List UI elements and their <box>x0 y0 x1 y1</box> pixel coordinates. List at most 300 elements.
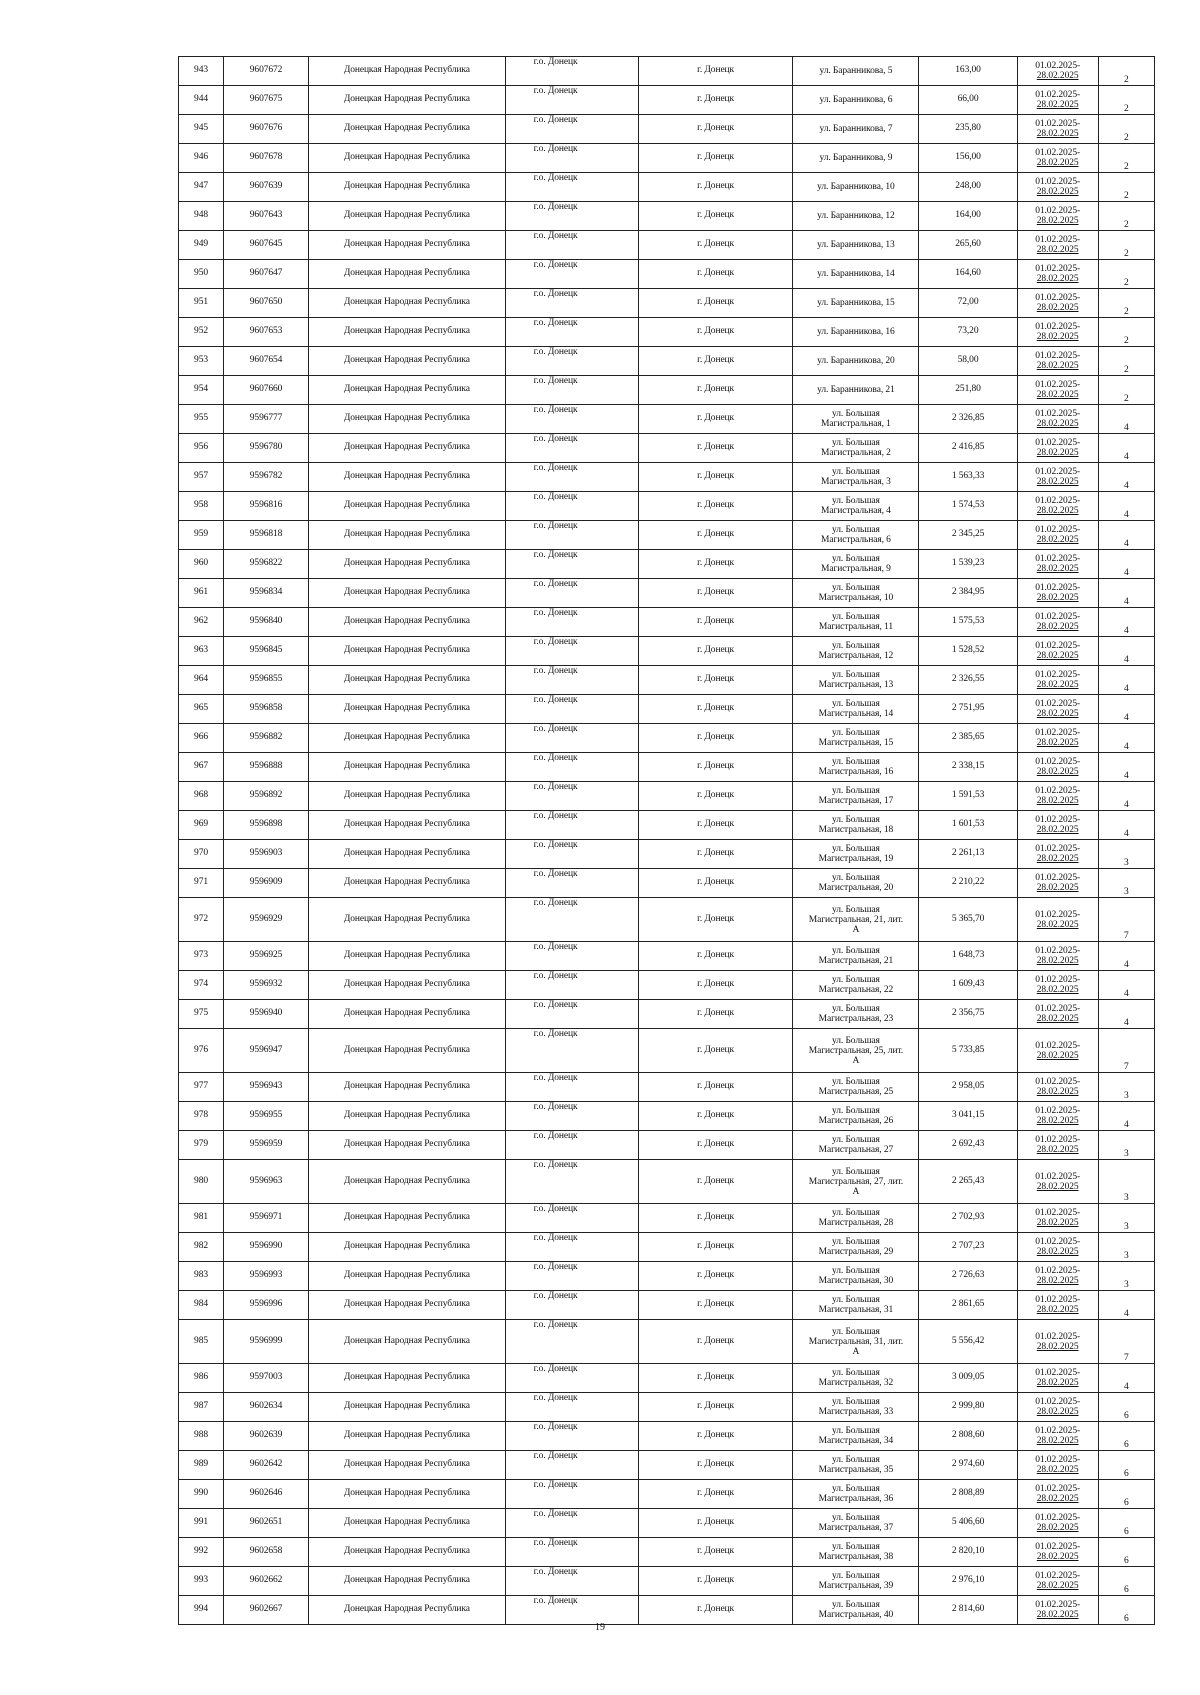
area-cell <box>919 1233 1017 1262</box>
address-line: ул. Большая <box>832 1077 880 1087</box>
address-cell <box>793 86 919 115</box>
object-code-cell <box>224 231 309 260</box>
city-name: г. Донецк <box>697 703 735 714</box>
row-number-cell <box>179 942 224 971</box>
count-cell <box>1098 637 1154 666</box>
object-code: 9596840 <box>249 616 283 627</box>
table-row <box>179 1538 1155 1567</box>
region-name: Донецкая Народная Республика <box>343 1488 470 1499</box>
object-code: 9596777 <box>249 413 283 424</box>
region-cell <box>309 695 506 724</box>
count-cell <box>1098 942 1154 971</box>
area-cell <box>919 434 1017 463</box>
row-number-cell <box>179 1204 224 1233</box>
area-value: 1 563,33 <box>951 471 985 482</box>
area-value: 1 528,52 <box>951 645 985 656</box>
row-number-cell <box>179 782 224 811</box>
period-end: 28.02.2025 <box>1036 1407 1079 1417</box>
period-end: 28.02.2025 <box>1036 919 1079 930</box>
region-cell <box>309 782 506 811</box>
period-end: 28.02.2025 <box>1036 622 1079 632</box>
count-cell <box>1098 1131 1154 1160</box>
area-cell <box>919 347 1017 376</box>
object-code-cell <box>224 1073 309 1102</box>
address-line: Магистральная, 36 <box>818 1494 894 1504</box>
table-row <box>179 521 1155 550</box>
address-line: Магистральная, 13 <box>818 680 894 690</box>
district-cell <box>505 434 638 463</box>
city-cell <box>638 1233 793 1262</box>
area-cell <box>919 1364 1017 1393</box>
region-name: Донецкая Народная Республика <box>343 268 470 279</box>
period-cell <box>1017 115 1098 144</box>
object-code: 9596947 <box>249 1044 283 1055</box>
table-row <box>179 1102 1155 1131</box>
period-end: 28.02.2025 <box>1036 709 1079 719</box>
region-name: Донецкая Народная Республика <box>343 1270 470 1281</box>
address-line: ул. Большая <box>832 1455 880 1465</box>
city-name: г. Донецк <box>697 819 735 830</box>
city-cell <box>638 231 793 260</box>
area-value: 2 820,10 <box>951 1546 985 1557</box>
region-name: Донецкая Народная Республика <box>343 1139 470 1150</box>
address-cell <box>793 811 919 840</box>
area-cell <box>919 1480 1017 1509</box>
district-cell <box>505 782 638 811</box>
address-line: Магистральная, 25 <box>818 1087 894 1097</box>
area-value: 235,80 <box>955 123 981 134</box>
address-line: А <box>852 1186 860 1197</box>
district-name: г.о. Донецк <box>533 318 578 328</box>
region-cell <box>309 550 506 579</box>
row-number: 994 <box>194 1604 208 1615</box>
count-cell <box>1098 1422 1154 1451</box>
city-cell <box>638 695 793 724</box>
object-code: 9607650 <box>249 297 283 308</box>
region-cell <box>309 1262 506 1291</box>
area-cell <box>919 202 1017 231</box>
count-value: 4 <box>1123 1381 1129 1392</box>
row-number: 981 <box>194 1212 208 1223</box>
city-cell <box>638 115 793 144</box>
row-number-cell <box>179 869 224 898</box>
area-cell <box>919 1073 1017 1102</box>
address-line: ул. Баранникова, 12 <box>817 211 895 221</box>
district-cell <box>505 971 638 1000</box>
address-line: ул. Большая <box>832 1135 880 1145</box>
area-cell <box>919 1000 1017 1029</box>
row-number-cell <box>179 202 224 231</box>
address-cell <box>793 1262 919 1291</box>
period-cell <box>1017 1567 1098 1596</box>
address-line: Магистральная, 32 <box>818 1378 894 1388</box>
address-line: Магистральная, 25, лит. <box>808 1045 904 1056</box>
area-cell <box>919 1320 1017 1364</box>
address-cell <box>793 1538 919 1567</box>
row-number-cell <box>179 1233 224 1262</box>
object-code-cell <box>224 1596 309 1625</box>
district-cell <box>505 1160 638 1204</box>
district-name: г.о. Донецк <box>533 57 578 67</box>
area-value: 164,60 <box>955 268 981 279</box>
period-start: 01.02.2025- <box>1035 1077 1081 1087</box>
table-row <box>179 115 1155 144</box>
district-name: г.о. Донецк <box>533 1000 578 1010</box>
region-cell <box>309 811 506 840</box>
period-cell <box>1017 405 1098 434</box>
row-number: 989 <box>194 1459 208 1470</box>
district-name: г.о. Донецк <box>533 840 578 850</box>
district-cell <box>505 144 638 173</box>
district-name: г.о. Донецк <box>533 1160 578 1170</box>
address-line: ул. Большая <box>832 728 880 738</box>
count-value: 6 <box>1123 1439 1129 1450</box>
object-code-cell <box>224 1160 309 1204</box>
district-cell <box>505 1393 638 1422</box>
period-cell <box>1017 376 1098 405</box>
address-cell <box>793 550 919 579</box>
object-code: 9596780 <box>249 442 283 453</box>
area-value: 2 702,93 <box>951 1212 985 1223</box>
address-line: ул. Большая <box>832 844 880 854</box>
region-name: Донецкая Народная Республика <box>343 558 470 569</box>
row-number-cell <box>179 1320 224 1364</box>
row-number-cell <box>179 376 224 405</box>
period-start: 01.02.2025- <box>1035 380 1081 390</box>
count-value: 3 <box>1123 886 1129 897</box>
district-name: г.о. Донецк <box>533 463 578 473</box>
page-number: 19 <box>595 1622 605 1633</box>
object-code: 9596999 <box>249 1335 283 1346</box>
object-code-cell <box>224 434 309 463</box>
period-start: 01.02.2025- <box>1035 1135 1081 1145</box>
count-value: 7 <box>1123 1061 1129 1072</box>
count-cell <box>1098 289 1154 318</box>
city-cell <box>638 942 793 971</box>
district-cell <box>505 463 638 492</box>
address-cell <box>793 144 919 173</box>
address-line: ул. Большая <box>832 467 880 477</box>
table-row <box>179 1000 1155 1029</box>
period-start: 01.02.2025- <box>1035 909 1081 920</box>
row-number: 961 <box>194 587 208 598</box>
object-code: 9602651 <box>249 1517 283 1528</box>
period-start: 01.02.2025- <box>1035 293 1081 303</box>
count-cell <box>1098 782 1154 811</box>
address-cell <box>793 318 919 347</box>
row-number: 954 <box>194 384 208 395</box>
count-value: 4 <box>1123 596 1129 607</box>
object-code-cell <box>224 289 309 318</box>
area-value: 2 261,13 <box>951 848 985 859</box>
area-cell <box>919 724 1017 753</box>
city-name: г. Донецк <box>697 616 735 627</box>
count-cell <box>1098 1000 1154 1029</box>
count-cell <box>1098 1204 1154 1233</box>
address-line: ул. Большая <box>832 757 880 767</box>
address-line: Магистральная, 40 <box>818 1610 894 1620</box>
district-name: г.о. Донецк <box>533 231 578 241</box>
city-name: г. Донецк <box>697 297 735 308</box>
count-value: 6 <box>1123 1613 1129 1624</box>
count-value: 4 <box>1123 654 1129 665</box>
area-value: 5 365,70 <box>951 913 985 924</box>
city-name: г. Донецк <box>697 471 735 482</box>
area-value: 1 609,43 <box>951 979 985 990</box>
count-cell <box>1098 811 1154 840</box>
period-end: 28.02.2025 <box>1036 1378 1079 1388</box>
row-number: 967 <box>194 761 208 772</box>
region-cell <box>309 463 506 492</box>
district-cell <box>505 492 638 521</box>
row-number-cell <box>179 173 224 202</box>
period-cell <box>1017 1393 1098 1422</box>
area-cell <box>919 608 1017 637</box>
object-code-cell <box>224 1422 309 1451</box>
row-number: 976 <box>194 1044 208 1055</box>
area-value: 73,20 <box>957 326 979 337</box>
period-end: 28.02.2025 <box>1036 825 1079 835</box>
city-name: г. Донецк <box>697 181 735 192</box>
object-code: 9597003 <box>249 1372 283 1383</box>
region-cell <box>309 86 506 115</box>
city-name: г. Донецк <box>697 529 735 540</box>
area-cell <box>919 289 1017 318</box>
row-number-cell <box>179 260 224 289</box>
city-cell <box>638 782 793 811</box>
period-start: 01.02.2025- <box>1035 612 1081 622</box>
period-end: 28.02.2025 <box>1036 767 1079 777</box>
address-line: Магистральная, 17 <box>818 796 894 806</box>
row-number-cell <box>179 1364 224 1393</box>
address-line: ул. Большая <box>832 815 880 825</box>
region-cell <box>309 376 506 405</box>
period-end: 28.02.2025 <box>1036 680 1079 690</box>
address-line: ул. Большая <box>832 1208 880 1218</box>
period-end: 28.02.2025 <box>1036 1181 1079 1192</box>
city-name: г. Донецк <box>697 1488 735 1499</box>
district-name: г.о. Донецк <box>533 1320 578 1330</box>
row-number-cell <box>179 1029 224 1073</box>
period-end: 28.02.2025 <box>1036 593 1079 603</box>
area-value: 248,00 <box>955 181 981 192</box>
period-end: 28.02.2025 <box>1036 187 1079 197</box>
period-cell <box>1017 1102 1098 1131</box>
region-cell <box>309 1451 506 1480</box>
period-cell <box>1017 1073 1098 1102</box>
region-name: Донецкая Народная Республика <box>343 732 470 743</box>
count-value: 4 <box>1123 828 1129 839</box>
address-cell <box>793 1000 919 1029</box>
count-cell <box>1098 1073 1154 1102</box>
period-cell <box>1017 347 1098 376</box>
row-number-cell <box>179 1509 224 1538</box>
period-end: 28.02.2025 <box>1036 854 1079 864</box>
count-value: 3 <box>1123 1279 1129 1290</box>
count-cell <box>1098 1480 1154 1509</box>
address-line: ул. Большая <box>832 1266 880 1276</box>
area-value: 3 041,15 <box>951 1110 985 1121</box>
table-row <box>179 942 1155 971</box>
table-row <box>179 753 1155 782</box>
city-cell <box>638 289 793 318</box>
district-cell <box>505 579 638 608</box>
period-end: 28.02.2025 <box>1036 564 1079 574</box>
period-cell <box>1017 231 1098 260</box>
address-line: ул. Большая <box>832 641 880 651</box>
count-cell <box>1098 1538 1154 1567</box>
region-name: Донецкая Народная Республика <box>343 913 470 924</box>
address-cell <box>793 1131 919 1160</box>
period-end: 28.02.2025 <box>1036 1552 1079 1562</box>
region-name: Донецкая Народная Республика <box>343 326 470 337</box>
row-number-cell <box>179 1422 224 1451</box>
address-cell <box>793 1422 919 1451</box>
table-row <box>179 318 1155 347</box>
object-code: 9596996 <box>249 1299 283 1310</box>
object-code: 9596782 <box>249 471 283 482</box>
count-cell <box>1098 1233 1154 1262</box>
count-value: 3 <box>1123 1221 1129 1232</box>
region-name: Донецкая Народная Республика <box>343 1517 470 1528</box>
district-cell <box>505 898 638 942</box>
area-value: 2 326,85 <box>951 413 985 424</box>
city-cell <box>638 608 793 637</box>
region-cell <box>309 1160 506 1204</box>
period-end: 28.02.2025 <box>1036 956 1079 966</box>
area-value: 58,00 <box>957 355 979 366</box>
count-value: 3 <box>1123 1250 1129 1261</box>
table-row <box>179 811 1155 840</box>
city-name: г. Донецк <box>697 1430 735 1441</box>
city-name: г. Донецк <box>697 442 735 453</box>
period-start: 01.02.2025- <box>1035 206 1081 216</box>
district-cell <box>505 942 638 971</box>
object-code: 9602662 <box>249 1575 283 1586</box>
object-code: 9596834 <box>249 587 283 598</box>
area-value: 1 591,53 <box>951 790 985 801</box>
area-value: 5 556,42 <box>951 1335 985 1346</box>
district-cell <box>505 1204 638 1233</box>
object-code: 9596940 <box>249 1008 283 1019</box>
district-name: г.о. Донецк <box>533 1102 578 1112</box>
row-number-cell <box>179 724 224 753</box>
row-number-cell <box>179 840 224 869</box>
region-cell <box>309 1596 506 1625</box>
address-line: ул. Большая <box>832 1513 880 1523</box>
table-row <box>179 1160 1155 1204</box>
address-cell <box>793 840 919 869</box>
table-row <box>179 405 1155 434</box>
address-cell <box>793 1233 919 1262</box>
object-code-cell <box>224 1029 309 1073</box>
count-value: 4 <box>1123 712 1129 723</box>
table-row <box>179 1262 1155 1291</box>
district-name: г.о. Донецк <box>533 1422 578 1432</box>
region-cell <box>309 1509 506 1538</box>
period-start: 01.02.2025- <box>1035 844 1081 854</box>
city-name: г. Донецк <box>697 1139 735 1150</box>
region-name: Донецкая Народная Республика <box>343 471 470 482</box>
count-value: 4 <box>1123 1119 1129 1130</box>
address-line: ул. Большая <box>832 1426 880 1436</box>
row-number-cell <box>179 811 224 840</box>
period-cell <box>1017 144 1098 173</box>
region-cell <box>309 942 506 971</box>
address-line: Магистральная, 27 <box>818 1145 894 1155</box>
period-cell <box>1017 463 1098 492</box>
table-row <box>179 376 1155 405</box>
period-start: 01.02.2025- <box>1035 467 1081 477</box>
period-end: 28.02.2025 <box>1036 985 1079 995</box>
object-code: 9596845 <box>249 645 283 656</box>
district-cell <box>505 1262 638 1291</box>
period-cell <box>1017 666 1098 695</box>
area-value: 2 751,95 <box>951 703 985 714</box>
region-cell <box>309 231 506 260</box>
district-name: г.о. Донецк <box>533 971 578 981</box>
address-line: Магистральная, 12 <box>818 651 894 661</box>
area-value: 2 974,60 <box>951 1459 985 1470</box>
row-number-cell <box>179 289 224 318</box>
row-number: 974 <box>194 979 208 990</box>
district-cell <box>505 1233 638 1262</box>
region-name: Донецкая Народная Республика <box>343 500 470 511</box>
period-start: 01.02.2025- <box>1035 1295 1081 1305</box>
area-cell <box>919 1029 1017 1073</box>
address-line: Магистральная, 20 <box>818 883 894 893</box>
address-line: ул. Баранникова, 13 <box>817 240 895 250</box>
row-number: 959 <box>194 529 208 540</box>
period-cell <box>1017 1451 1098 1480</box>
district-cell <box>505 724 638 753</box>
address-line: ул. Большая <box>832 1004 880 1014</box>
address-line: ул. Большая <box>832 786 880 796</box>
count-cell <box>1098 347 1154 376</box>
city-cell <box>638 1567 793 1596</box>
object-code-cell <box>224 1262 309 1291</box>
count-value: 3 <box>1123 1192 1129 1203</box>
address-cell <box>793 1204 919 1233</box>
row-number: 988 <box>194 1430 208 1441</box>
district-cell <box>505 666 638 695</box>
address-line: ул. Большая <box>832 1600 880 1610</box>
district-name: г.о. Донецк <box>533 1262 578 1272</box>
area-value: 1 574,53 <box>951 500 985 511</box>
city-name: г. Донецк <box>697 1081 735 1092</box>
address-cell <box>793 57 919 86</box>
count-value: 6 <box>1123 1555 1129 1566</box>
period-end: 28.02.2025 <box>1036 245 1079 255</box>
period-start: 01.02.2025- <box>1035 438 1081 448</box>
count-cell <box>1098 869 1154 898</box>
address-line: ул. Большая <box>832 975 880 985</box>
area-value: 66,00 <box>957 94 979 105</box>
period-start: 01.02.2025- <box>1035 177 1081 187</box>
row-number-cell <box>179 1451 224 1480</box>
table-row <box>179 550 1155 579</box>
object-code-cell <box>224 840 309 869</box>
count-value: 7 <box>1123 930 1129 941</box>
row-number: 949 <box>194 239 208 250</box>
count-cell <box>1098 405 1154 434</box>
district-cell <box>505 521 638 550</box>
district-cell <box>505 550 638 579</box>
period-start: 01.02.2025- <box>1035 1266 1081 1276</box>
address-line: ул. Большая <box>832 612 880 622</box>
period-start: 01.02.2025- <box>1035 1106 1081 1116</box>
row-number: 993 <box>194 1575 208 1586</box>
